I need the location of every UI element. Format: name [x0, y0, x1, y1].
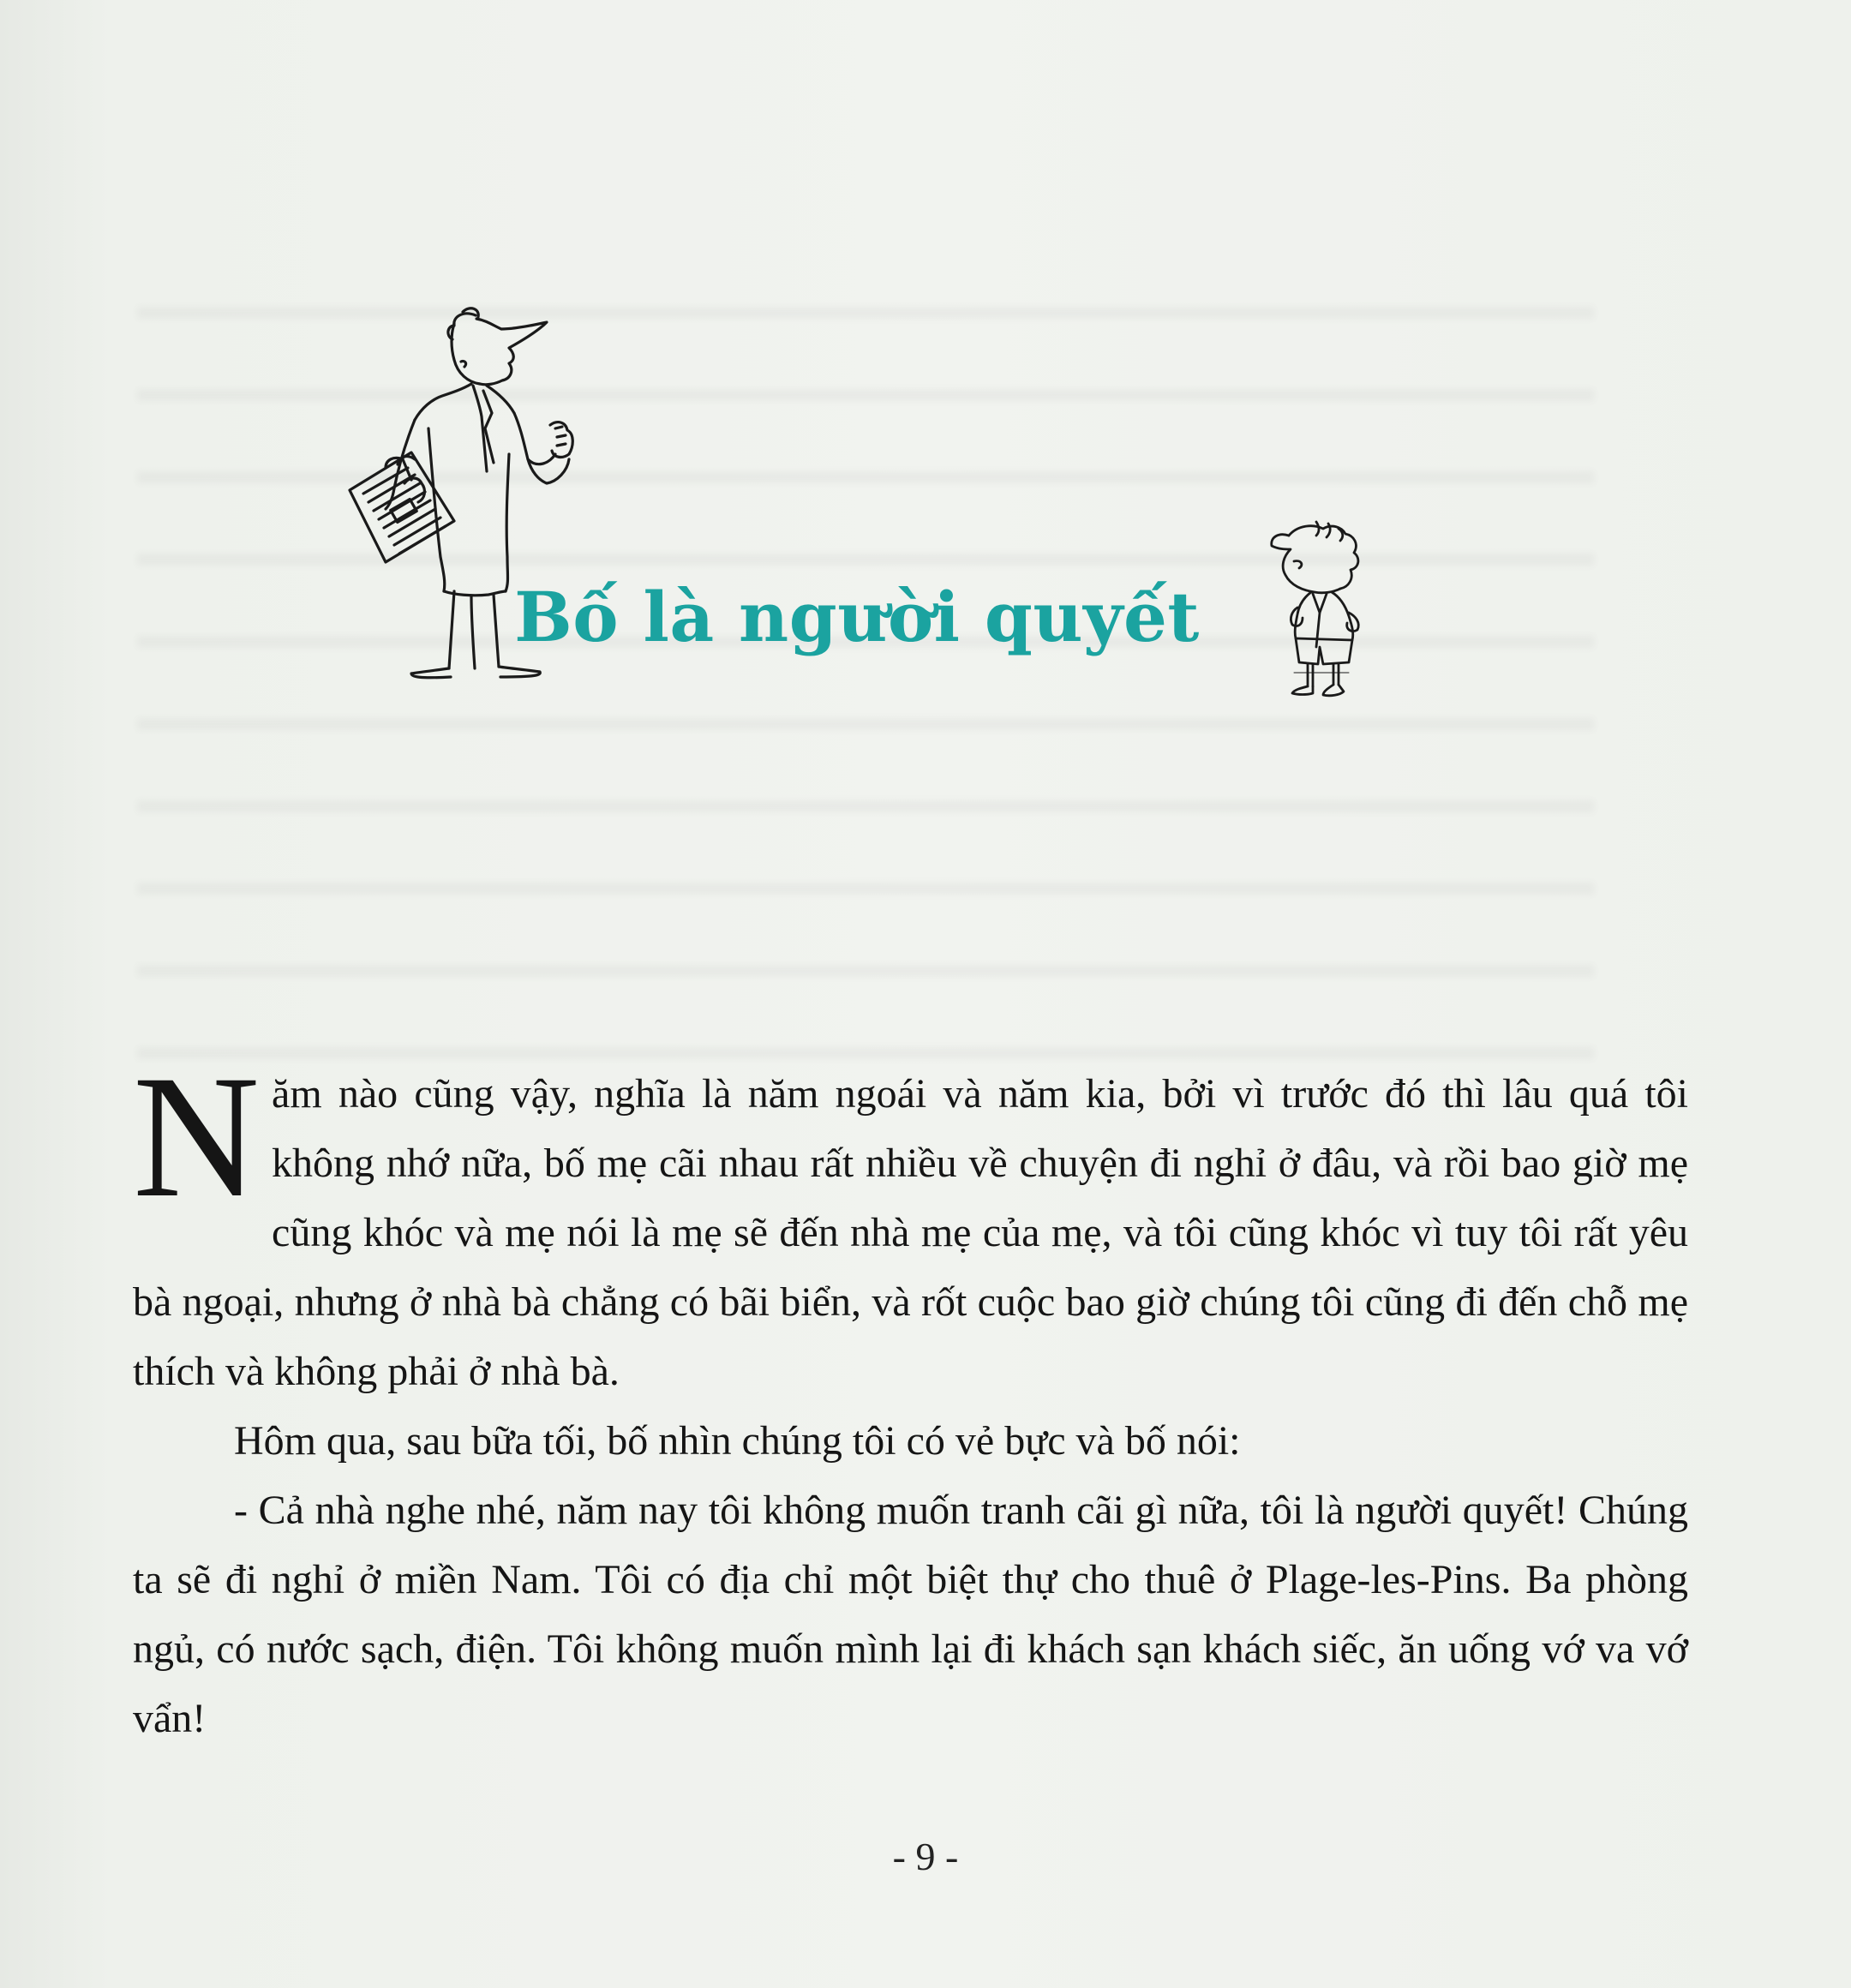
nicolas-illustration — [1260, 518, 1384, 703]
paragraph-3: - Cả nhà nghe nhé, năm nay tôi không muốn tranh cãi gì nữa, tôi là người quyết! Chúng ta sẽ đi nghỉ ở miền Nam. Tôi có địa chỉ một biệt thự cho thuê ở Plage-les-Pins. Ba phòng ngủ, có nước sạch, điện. Tôi không muốn mình lại đi khách sạn khách siếc, ăn uống vớ va vớ vẩn! — [133, 1488, 1688, 1741]
page-number: - 9 - — [892, 1835, 959, 1878]
drop-cap: N — [133, 1039, 261, 1234]
body-text — [133, 1039, 1688, 1753]
paragraph-1-text: ăm nào cũng vậy, nghĩa là năm ngoái và năm kia, bởi vì trước đó thì lâu quá tôi không nhớ nữa, bố mẹ cãi nhau rất nhiều về chuyện đi nghỉ ở đâu, và rồi bao giờ mẹ cũng khóc và mẹ nói là mẹ sẽ đến nhà mẹ của mẹ, và tôi cũng khóc vì tuy tôi rất yêu bà ngoại, nhưng ở nhà bà chẳng có bãi biển, và rốt cuộc bao giờ chúng tôi cũng đi đến chỗ mẹ thích và không phải ở nhà bà. — [133, 1071, 1688, 1394]
chapter-title: Bố là người quyết — [514, 577, 1200, 657]
paragraph-opening — [133, 1039, 1688, 1406]
paragraph-2: Hôm qua, sau bữa tối, bố nhìn chúng tôi có vẻ bực và bố nói: — [234, 1418, 1241, 1464]
